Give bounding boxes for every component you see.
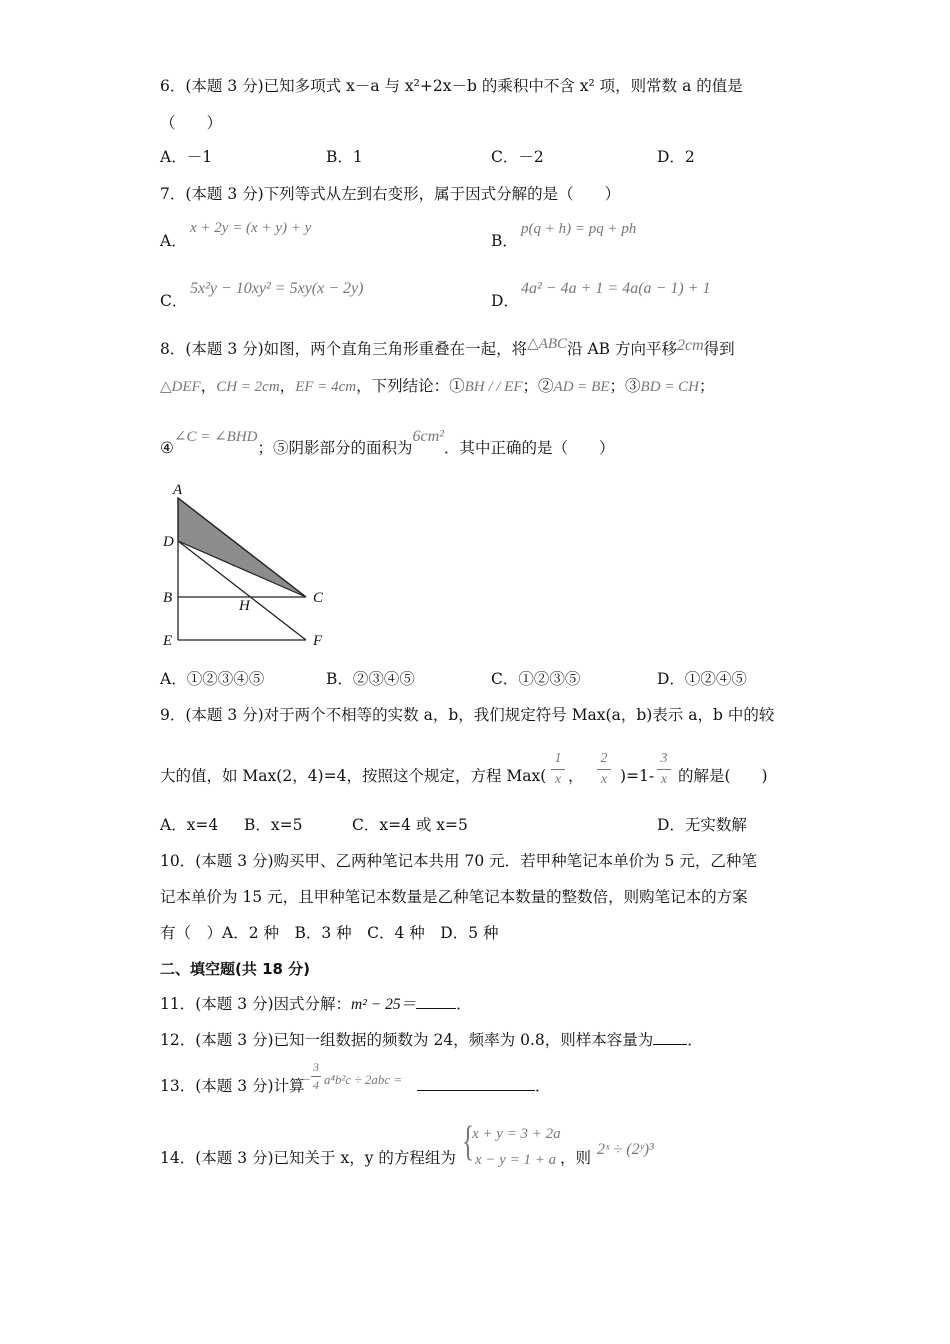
q7-option-b-expr: p(q + h) = pq + ph [521,221,637,237]
section-fill-in-title: 二、填空题(共 18 分) [160,960,311,978]
q8-text: 8．(本题 3 分)如图，两个直角三角形重叠在一起，将 [160,340,528,358]
q14-mid: ，则 [560,1149,592,1167]
q8-option-b[interactable]: B．②③④⑤ [326,670,415,688]
q6-paren: （ ） [160,114,223,132]
q8-stem-line1 [160,336,735,360]
q9-stem-line2b: )=1- [620,767,655,785]
q9-frac1-num: 1 [554,751,562,766]
q9-frac2-den: x [600,772,608,787]
q6-option-a[interactable]: A．－1 [160,148,213,166]
q9-frac3-den: x [660,772,668,787]
q11-text-end: ． [456,995,472,1013]
q7-option-c[interactable] [160,291,187,311]
q7-option-a-label: A． [160,232,187,250]
q13-frac-den: 4 [313,1078,319,1092]
q13-sign: − [302,1072,311,1087]
q8-label-b: B [163,590,173,606]
q8-text: ；⑤阴影部分的面积为 [257,439,413,457]
q13-text-end: ． [535,1077,551,1095]
q7-option-c-expr: 5x²y − 10xy² = 5xy(x − 2y) [190,280,364,297]
q6-stem: 6．(本题 3 分)已知多项式 x－a 与 x²+2x－b 的乘积中不含 x² 项，则常数 a 的值是 [160,77,743,95]
q8-distance: 2cm [677,337,704,354]
q8-label-h: H [239,598,250,614]
q11-answer-blank[interactable] [416,1008,456,1009]
q8-triangle-abc: △ABC [527,336,568,352]
q8-stem-line3 [160,428,615,459]
q14-expr: 2ˣ ÷ (2ʸ)³ [597,1141,654,1158]
q10-stem-line2: 记本单价为 15 元，且甲种笔记本数量是乙种笔记本数量的整数倍，则购笔记本的方案 [160,888,748,906]
q11-stem [160,994,472,1015]
q8-conclusion-3: BD = CH [640,379,699,395]
q9-frac1-den: x [554,772,562,787]
q8-text: 得到 [703,340,735,358]
q7-option-a-expr: x + 2y = (x + y) + y [190,220,312,236]
q13-answer-blank[interactable] [417,1090,535,1091]
q7-option-a[interactable] [160,231,187,251]
q14-equation-2: x − y = 1 + a [475,1152,557,1168]
q8-ef: EF = 4cm [295,379,357,395]
q7-option-d[interactable] [491,291,519,311]
q12-text-end: ． [687,1031,703,1049]
q9-stem-line2c: 的解是( ) [678,767,768,785]
q7-option-b-label: B． [491,232,518,250]
q8-triangle-def: △DEF [160,379,201,395]
q8-text: ④ [160,439,174,457]
q9-stem-line2a: 大的值，如 Max(2，4)=4，按照这个规定，方程 Max( [160,767,547,785]
q10-stem-line1: 10．(本题 3 分)购买甲、乙两种笔记本共用 70 元．若甲种笔记本单价为 5 元，乙种笔 [160,852,757,870]
q10-stem-line3: 有（ ）A．2 种 B．3 种 C．4 种 D．5 种 [160,924,499,942]
q13-fraction [311,1060,321,1093]
q8-label-d: D [163,534,174,550]
q12-answer-blank[interactable] [653,1044,687,1045]
q8-label-c: C [313,590,324,606]
q14-stem: 14．(本题 3 分)已知关于 x，y 的方程组为 [160,1149,456,1167]
q9-option-c[interactable]: C．x=4 或 x=5 [352,816,468,834]
q8-conclusion-4: ∠C = ∠BHD [173,429,258,445]
q9-frac3-num: 3 [660,751,668,766]
q11-text: 11．(本题 3 分)因式分解： [160,995,352,1013]
q8-area: 6cm² [412,428,444,445]
q9-frac2-num: 2 [600,751,608,766]
q7-option-c-label: C． [160,292,188,310]
q6-option-c[interactable]: C．－2 [491,148,544,166]
q9-option-a[interactable]: A．x=4 [160,816,219,834]
q6-option-b[interactable]: B．1 [326,148,363,166]
q13-answer [417,1076,551,1096]
q9-fraction-1 [551,750,565,789]
q9-stem-line1: 9．(本题 3 分)对于两个不相等的实数 a，b，我们规定符号 Max(a，b)表示 a，b 中的较 [160,706,775,724]
q11-expr: m² − 25＝ [351,996,417,1013]
q8-option-a[interactable]: A．①②③④⑤ [160,670,265,688]
q8-conclusion-1: BH / / EF [464,379,523,395]
q12-stem [160,1030,703,1050]
q9-fraction-3 [657,750,671,789]
q9-option-d[interactable]: D．无实数解 [657,816,747,834]
q8-text: ．其中正确的是（ ） [443,439,615,457]
q8-figure [160,478,340,653]
q13-frac-num: 3 [313,1060,319,1074]
q9-fraction-2 [597,750,611,789]
q8-text: ；③ [609,377,641,395]
q8-text: ；② [522,377,554,395]
q12-text: 12．(本题 3 分)已知一组数据的频数为 24，频率为 0.8，则样本容量为 [160,1031,654,1049]
q7-option-d-label: D． [491,292,519,310]
q8-option-d[interactable]: D．①②④⑤ [657,670,747,688]
q8-label-f: F [313,633,323,649]
q7-stem: 7．(本题 3 分)下列等式从左到右变形，属于因式分解的是（ ） [160,185,621,203]
q8-label-e: E [163,633,173,649]
q6-option-d[interactable]: D．2 [657,148,695,166]
q8-label-a: A [173,482,183,498]
q13-expr: a⁴b²c ÷ 2abc = [324,1072,403,1087]
q9-comma: ， [568,767,584,785]
q7-option-b[interactable] [491,231,518,251]
q8-ch: CH = 2cm [216,379,280,395]
q8-text: 沿 AB 方向平移 [567,340,678,358]
q8-text: ，下列结论：① [356,377,465,395]
q8-option-c[interactable]: C．①②③⑤ [491,670,581,688]
q7-option-d-expr: 4a² − 4a + 1 = 4a(a − 1) + 1 [521,280,711,297]
q13-stem: 13．(本题 3 分)计算 [160,1077,305,1095]
q8-conclusion-2: AD = BE [553,379,610,395]
q9-option-b[interactable]: B．x=5 [244,816,303,834]
q14-equation-1: x + y = 3 + 2a [472,1126,561,1142]
q14-system-brace: { [462,1119,475,1165]
q8-stem-line2: △DEF，CH = 2cm，EF = 4cm，下列结论：①BH / / EF；②AD = BE；③BD = CH； [160,377,715,395]
